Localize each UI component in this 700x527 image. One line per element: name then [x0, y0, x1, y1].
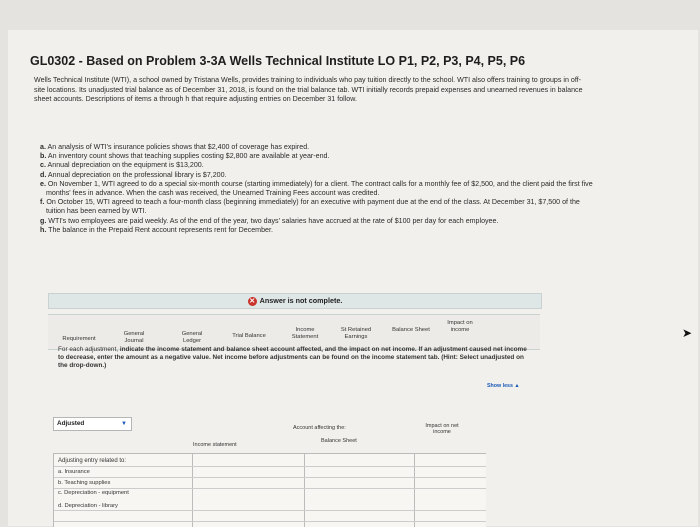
tab-st-retained-earnings[interactable]: St Retained Earnings [340, 327, 372, 340]
answer-status-bar [48, 293, 542, 309]
tab-balance-sheet[interactable]: Balance Sheet [392, 327, 430, 333]
tab-general-journal[interactable]: General Journal [123, 331, 145, 344]
intro-paragraph: Wells Technical Institute (WTI), a school owned by Tristana Wells, provides training to individuals who pay tuition directly to the school. WTI also offers training to groups in off-site locations. Its unadjusted trial balance as of December 31, 2018, is found on the trial balance tab. WTI initially records prepaid expenses and unearned revenues in balance sheet accounts. Descriptions of items a through h that require adjusting entries on December 31 follow. [34, 76, 583, 104]
item-e: e. On November 1, WTI agreed to do a special six-month course (starting immediately) for a client. The contract calls for a monthly fee of $2,500, and the client paid the first five months' fees in advance. When the cash was received, the Unearned Training Fees account was credited. [40, 179, 593, 198]
item-c: c. Annual depreciation on the equipment is $13,200. [40, 161, 204, 170]
header-impact-net-income: Impact on net income [425, 423, 459, 435]
page-title: GL0302 - Based on Problem 3-3A Wells Technical Institute LO P1, P2, P3, P4, P5, P6 [30, 54, 526, 68]
item-g: g. WTI's two employees are paid weekly. As of the end of the year, two days' salaries have accrued at the rate of $100 per day for each employee. [40, 216, 499, 225]
caret-up-icon: ▲ [514, 383, 520, 389]
tab-income-statement[interactable]: Income Statement [291, 327, 319, 340]
item-b: b. An inventory count shows that teaching supplies costing $2,800 are available at year-end. [40, 152, 330, 161]
row-labels [58, 456, 148, 512]
mouse-cursor-icon: ➤ [682, 326, 693, 340]
tab-bar [48, 314, 540, 350]
row-header: Adjusting entry related to: [58, 458, 127, 464]
tab-general-ledger[interactable]: General Ledger [181, 331, 203, 344]
item-h: h. The balance in the Prepaid Rent account represents rent for December. [40, 225, 273, 234]
row-depreciation-equipment: c. Depreciation - equipment [58, 489, 129, 496]
row-teaching-supplies: b. Teaching supplies [58, 480, 111, 487]
item-f: f. On October 15, WTI agreed to teach a four-month class (beginning immediately) for an executive with payment due at the end of the class. At December 31, $7,500 of the tuition has been earned by WTI. [40, 198, 580, 216]
adjustments-grid [53, 453, 486, 527]
tab-requirement[interactable]: Requirement [62, 336, 96, 342]
status-text: Answer is not complete. [259, 296, 343, 305]
error-icon: ✕ [249, 297, 256, 305]
tab-trial-balance[interactable]: Trial Balance [232, 333, 266, 339]
row-depreciation-library: d. Depreciation - library [58, 502, 118, 509]
header-account-affecting: Account affecting the: [293, 425, 346, 431]
header-income-statement: Income statement [193, 442, 237, 448]
chevron-down-icon: ▼ [121, 421, 127, 427]
show-less-link[interactable]: Show less ▲ [487, 383, 520, 389]
adjustment-items [40, 143, 600, 235]
instructions-text: For each adjustment, indicate the income statement and balance sheet account affected, and the impact on net income. If an adjustment caused net income to decrease, enter the amount as a negative value. Net income before adjustments can be found on the income statement tab. (Hint: Select unadjusted on the drop-down.) [58, 346, 527, 370]
adjusted-dropdown[interactable]: Adjusted ▼ [53, 417, 132, 431]
item-a: a. An analysis of WTI's insurance policies shows that $2,400 of coverage has expired. [40, 143, 310, 151]
item-d: d. Annual depreciation on the professional library is $7,200. [40, 170, 227, 179]
tab-impact-on-income[interactable]: Impact on income [447, 320, 473, 333]
row-insurance: a. Insurance [58, 469, 90, 476]
adjustments-table-area [53, 415, 485, 526]
header-balance-sheet: Balance Sheet [321, 438, 357, 444]
